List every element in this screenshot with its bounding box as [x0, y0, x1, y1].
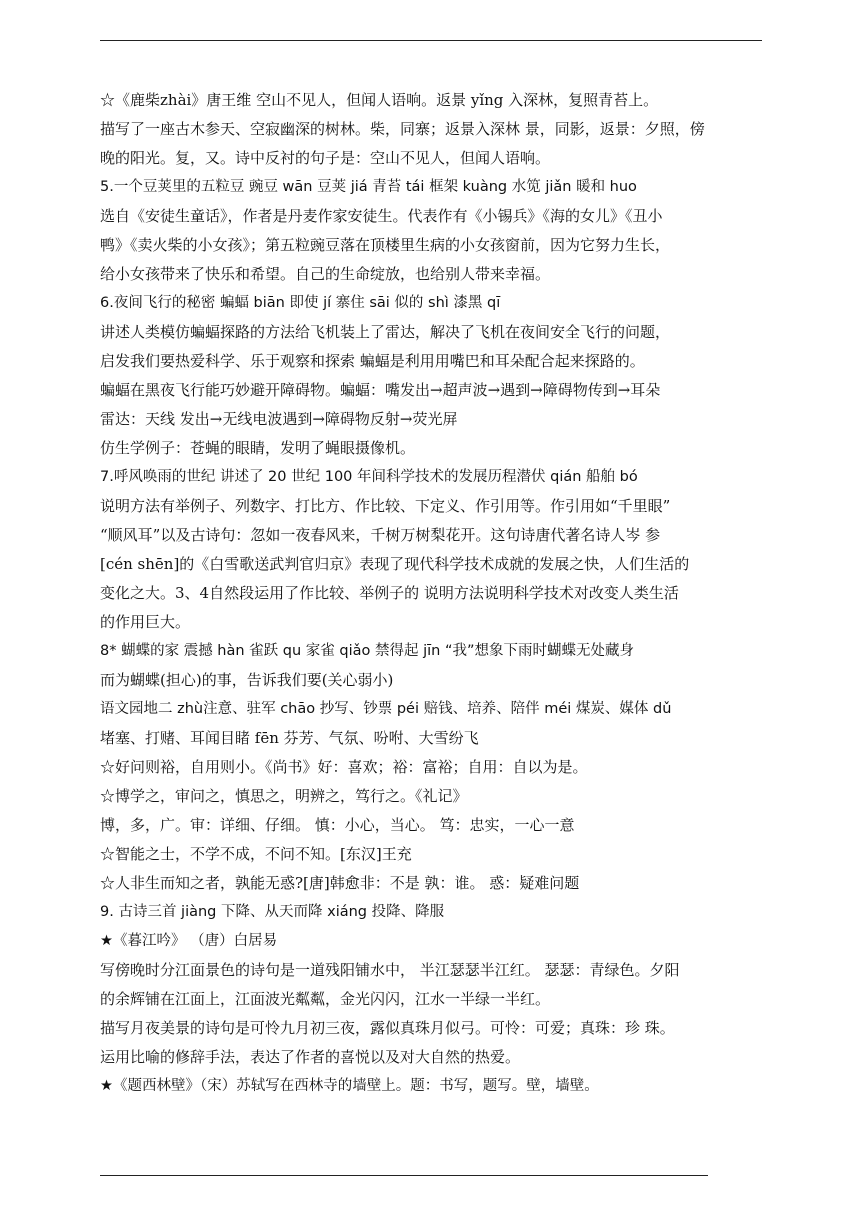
section-heading: 语文园地二 zhù注意、驻军 chāo 抄写、钞票 péi 赔钱、培养、陪伴 méi 煤炭、媒体 dǔ: [100, 701, 672, 717]
text-line: ☆人非生而知之者，孰能无惑?[唐]韩愈非：不是 孰：谁。 惑：疑难问题: [100, 874, 580, 892]
footer-rule: [100, 1175, 708, 1176]
section-heading: 8* 蝴蝶的家 震撼 hàn 雀跃 qu 家雀 qiǎo 禁得起 jīn “我”想象下雨时蝴蝶无处藏身: [100, 643, 634, 659]
text-line: ☆博学之，审问之，慎思之，明辨之，笃行之。《礼记》: [100, 787, 468, 805]
text-line: 晚的阳光。复，又。诗中反衬的句子是：空山不见人，但闻人语响。: [100, 149, 551, 167]
section-heading: ★《题西林壁》（宋）苏轼写在西林寺的墙壁上。题：书写，题写。壁，墙壁。: [100, 1078, 599, 1094]
text-line: ☆智能之士，不学不成，不问不知。[东汉]王充: [100, 845, 412, 863]
text-line: 讲述人类模仿蝙蝠探路的方法给飞机装上了雷达，解决了飞机在夜间安全飞行的问题，: [100, 323, 671, 341]
text-line: ☆好问则裕，自用则小。《尚书》好：喜欢；裕：富裕；自用：自以为是。: [100, 758, 588, 776]
text-line: 的作用巨大。: [100, 613, 191, 631]
section-heading: 6.夜间飞行的秘密 蝙蝠 biān 即使 jí 寨住 sāi 似的 shì 漆黑 qī: [100, 295, 501, 311]
text-line: 鸭》《卖火柴的小女孩》；第五粒豌豆落在顶楼里生病的小女孩窗前，因为它努力生长，: [100, 236, 671, 254]
section-heading: 9. 古诗三首 jiàng 下降、从天而降 xiáng 投降、降服: [100, 904, 445, 920]
text-line: 启发我们要热爱科学、乐于观察和探索 蝙蝠是利用用嘴巴和耳朵配合起来探路的。: [100, 352, 645, 370]
section-heading: 5.一个豆荚里的五粒豆 豌豆 wān 豆荚 jiá 青苔 tái 框架 kuàng 水笕 jiǎn 暖和 huo: [100, 179, 637, 195]
text-line: “顺风耳”以及古诗句：忽如一夜春风来，千树万树梨花开。这句诗唐代著名诗人岑 参: [100, 526, 661, 544]
document-body: [100, 86, 762, 1101]
text-line: 博，多，广。审：详细、仔细。 慎：小心，当心。 笃：忠实，一心一意: [100, 816, 575, 834]
text-line: 写傍晚时分江面景色的诗句是一道残阳铺水中， 半江瑟瑟半江红。 瑟瑟：青绿色。夕阳: [100, 961, 680, 979]
text-line: 蝙蝠在黑夜飞行能巧妙避开障碍物。蝙蝠：嘴发出→超声波→遇到→障碍物传到→耳朵: [100, 381, 661, 399]
text-line: 而为蝴蝶(担心)的事，告诉我们要(关心弱小): [100, 671, 394, 689]
text-line: 描写了一座古木参天、空寂幽深的树林。柴，同寨；返景入深林 景，同影，返景：夕照，傍: [100, 120, 705, 138]
text-line: 选自《安徒生童话》，作者是丹麦作家安徒生。代表作有《小锡兵》《海的女儿》《丑小: [100, 207, 663, 225]
text-line: 堵塞、打赌、耳闻目睹 fēn 芬芳、气氛、吩咐、大雪纷飞: [100, 729, 479, 747]
text-line: 运用比喻的修辞手法，表达了作者的喜悦以及对大自然的热爱。: [100, 1048, 521, 1066]
text-line: 仿生学例子：苍蝇的眼睛，发明了蝇眼摄像机。: [100, 439, 416, 457]
header-rule: [100, 40, 762, 41]
text-line: 变化之大。3、4自然段运用了作比较、举例子的 说明方法说明科学技术对改变人类生活: [100, 584, 679, 602]
text-line: 描写月夜美景的诗句是可怜九月初三夜，露似真珠月似弓。可怜：可爱；真珠：珍 珠。: [100, 1019, 675, 1037]
section-heading: ★《暮江吟》 （唐）白居易: [100, 933, 278, 949]
text-line: 给小女孩带来了快乐和希望。自己的生命绽放，也给别人带来幸福。: [100, 265, 551, 283]
section-heading: 7.呼风唤雨的世纪 讲述了 20 世纪 100 年间科学技术的发展历程潜伏 qián 船舶 bó: [100, 469, 638, 485]
text-line: [cén shēn]的《白雪歌送武判官归京》表现了现代科学技术成就的发展之快，人们生活的: [100, 555, 690, 573]
text-line: 的余辉铺在江面上，江面波光粼粼，金光闪闪，江水一半绿一半红。: [100, 990, 551, 1008]
text-line: 雷达：天线 发出→无线电波遇到→障碍物反射→荧光屏: [100, 410, 458, 428]
text-line: 说明方法有举例子、列数字、打比方、作比较、下定义、作引用等。作引用如“千里眼”: [100, 497, 671, 515]
text-line: ☆《鹿柴zhài》唐王维 空山不见人，但闻人语响。返景 yǐng 入深林，复照青苔上。: [100, 91, 659, 109]
